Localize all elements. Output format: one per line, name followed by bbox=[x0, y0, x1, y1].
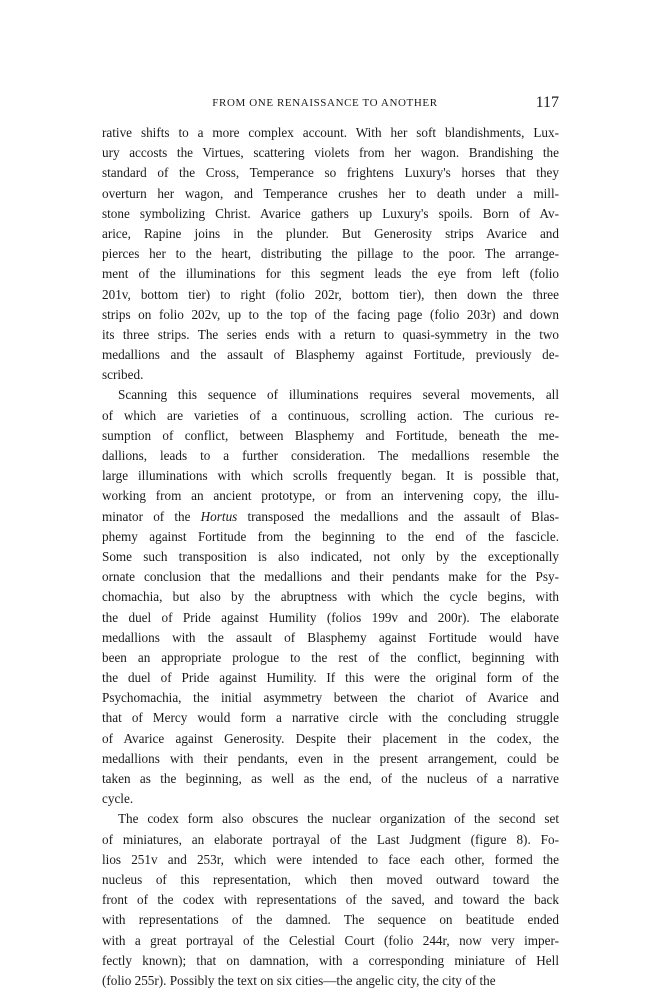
text-line: that of Mercy would form a narrative circle with the concluding struggle bbox=[102, 710, 559, 726]
text-line: nucleus of this representation, which then moved outward toward the bbox=[102, 871, 559, 887]
paragraph bbox=[102, 123, 559, 385]
text-line: scribed. bbox=[102, 367, 144, 383]
text-line: of which are varieties of a continuous, scrolling action. The curious re- bbox=[102, 407, 559, 423]
text-line: pierces her to the heart, distributing the pillage to the poor. The arrange- bbox=[102, 246, 559, 262]
text-line: lios 251v and 253r, which were intended to face each other, formed the bbox=[102, 851, 559, 867]
running-head bbox=[0, 94, 650, 114]
paragraph bbox=[102, 385, 559, 809]
text-line: the duel of Pride against Humility. If this were the original form of the bbox=[102, 670, 559, 686]
text-line: its three strips. The series ends with a return to quasi-symmetry in the two bbox=[102, 326, 559, 342]
text-line: chomachia, but also by the abruptness with which the cycle begins, with bbox=[102, 589, 559, 605]
text-line: medallions and the assault of Blasphemy against Fortitude, previously de- bbox=[102, 347, 559, 363]
text-line: cycle. bbox=[102, 791, 134, 807]
text-line: the duel of Pride against Humility (folios 199v and 200r). The elaborate bbox=[102, 609, 559, 625]
text-line: phemy against Fortitude from the beginning to the end of the fascicle. bbox=[102, 528, 559, 544]
text-line: overturn her wagon, and Temperance crushes her to death under a mill- bbox=[102, 185, 559, 201]
running-title: FROM ONE RENAISSANCE TO ANOTHER bbox=[212, 97, 438, 109]
text-line: dallions, leads to a further consideration. The medallions resemble the bbox=[102, 448, 559, 463]
text-line: Scanning this sequence of illuminations requires several movements, all bbox=[118, 387, 559, 403]
text-line: arice, Rapine joins in the plunder. But Generosity strips Avarice and bbox=[102, 225, 559, 241]
text-line: ury accosts the Virtues, scattering violets from her wagon. Brandishing the bbox=[102, 145, 559, 161]
text-line: rative shifts to a more complex account. With her soft blandishments, Lux- bbox=[102, 125, 559, 140]
text-line: Some such transposition is also indicated, not only by the exceptionally bbox=[102, 548, 559, 564]
text-line: of miniatures, an elaborate portrayal of the Last Judgment (figure 8). Fo- bbox=[102, 831, 559, 847]
text-line: sumption of conflict, between Blasphemy and Fortitude, beneath the me- bbox=[102, 427, 559, 443]
text-line: front of the codex with representations of the saved, and toward the back bbox=[102, 892, 559, 908]
text-line: working from an ancient prototype, or from an intervening copy, the illu- bbox=[102, 488, 559, 504]
text-line: 201v, bottom tier) to right (folio 202r, bottom tier), then down the three bbox=[102, 286, 559, 302]
text-line: large illuminations with which scrolls frequently began. It is possible that, bbox=[102, 468, 559, 484]
text-line: taken as the beginning, as well as the end, of the nucleus of a narrative bbox=[102, 771, 559, 786]
text-line: ment of the illuminations for this segment leads the eye from left (folio bbox=[102, 266, 559, 282]
text-line: medallions with the assault of Blasphemy against Fortitude would have bbox=[102, 629, 559, 645]
text-line: with representations of the damned. The sequence on beatitude ended bbox=[102, 912, 559, 928]
text-line: with a great portrayal of the Celestial Court (folio 244r, now very imper- bbox=[102, 932, 559, 948]
text-line: (folio 255r). Possibly the text on six cities—the angelic city, the city of the bbox=[102, 972, 496, 988]
text-line: fectly known); that on damnation, with a corresponding miniature of Hell bbox=[102, 952, 559, 968]
text-line: medallions with their pendants, even in the present arrangement, could be bbox=[102, 750, 559, 766]
text-line: of Avarice against Generosity. Despite their placement in the codex, the bbox=[102, 730, 559, 746]
text-line: ornate conclusion that the medallions and their pendants make for the Psy- bbox=[102, 569, 559, 585]
page-number: 117 bbox=[535, 94, 559, 111]
text-line: standard of the Cross, Temperance so frightens Luxury's horses that they bbox=[102, 165, 559, 181]
body-text bbox=[102, 123, 559, 991]
text-line: strips on folio 202v, up to the top of the facing page (folio 203r) and down bbox=[102, 306, 559, 322]
text-line: The codex form also obscures the nuclear organization of the second set bbox=[118, 811, 559, 827]
text-line: been an appropriate prologue to the rest of the conflict, beginning with bbox=[102, 649, 559, 665]
text-line: minator of the Hortus transposed the medallions and the assault of Blas- bbox=[102, 508, 559, 524]
text-line: Psychomachia, the initial asymmetry between the chariot of Avarice and bbox=[102, 690, 559, 706]
paragraph bbox=[102, 809, 559, 991]
text-line: stone symbolizing Christ. Avarice gathers up Luxury's spoils. Born of Av- bbox=[102, 205, 559, 221]
